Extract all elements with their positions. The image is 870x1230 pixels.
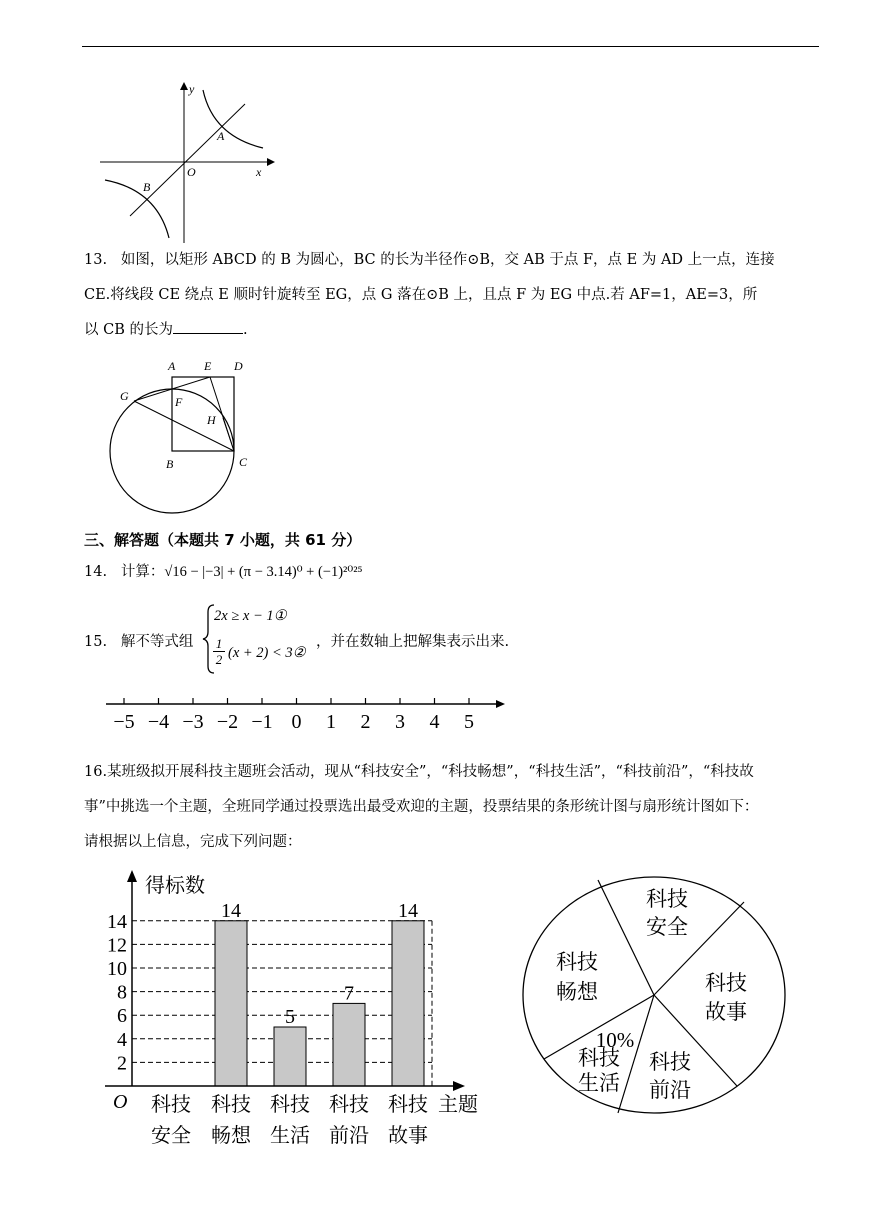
bar-y-axis-arrow-icon [127, 870, 137, 882]
origin-label: O [187, 165, 196, 179]
q14-number: 14. [84, 564, 108, 580]
segment-gc [134, 401, 234, 451]
q13-line3 [84, 319, 248, 340]
number-line-tick-label: −5 [113, 711, 135, 733]
bar-y-tick-label: 6 [117, 1005, 127, 1028]
bar-data-label: 14 [398, 899, 418, 922]
inequality-1: 2x ≥ x − 1① [214, 608, 287, 624]
q16-line1 [84, 762, 754, 782]
bar-x-axis-arrow-icon [453, 1081, 465, 1091]
pie-slice-label: 生活 [578, 1071, 620, 1095]
q16-text-2: 事”中挑选一个主题，全班同学通过投票选出最受欢迎的主题，投票结果的条形统计图与扇形统计图如下： [84, 799, 759, 815]
fraction-denominator: 2 [213, 651, 225, 667]
number-line-tick-label: −3 [182, 711, 204, 733]
bar-data-label: 14 [221, 899, 241, 922]
label-d: D [234, 359, 243, 373]
pie-slice-label: 前沿 [649, 1078, 691, 1102]
pie-slice-label: 科技 [649, 1050, 691, 1074]
number-line-tick-label: −4 [147, 711, 170, 733]
q15-suffix: ，并在数轴上把解集表示出来. [316, 634, 510, 650]
bar-origin-label: O [113, 1091, 128, 1113]
q14-prefix: 计算： [120, 564, 165, 580]
q15-number: 15. [84, 634, 108, 650]
hyperbola-figure [95, 78, 280, 246]
x-axis-arrow-icon [267, 158, 275, 166]
pie-slice-label: 科技 [578, 1046, 620, 1070]
bar-y-tick-label: 4 [117, 1028, 127, 1051]
q13-text-2: CE.将线段 CE 绕点 E 顺时针旋转至 EG，点 G 落在⊙B 上，且点 F 为 EG 中点.若 AF=1，AE=3，所 [84, 287, 758, 303]
section-3-title: 三、解答题（本题共 7 小题，共 61 分） [84, 531, 362, 549]
q13-line1 [84, 250, 775, 270]
q13-text-3: 以 CB 的长为 [84, 322, 173, 338]
bar-chart [95, 868, 495, 1153]
point-b-label: B [143, 180, 151, 194]
y-axis-label: y [189, 82, 195, 96]
inequality-2: (x + 2) < 3② [228, 645, 306, 661]
number-line-tick-label: 3 [395, 711, 405, 733]
bar [274, 1027, 306, 1086]
q15-line [84, 632, 193, 652]
number-line-tick-label: −2 [216, 711, 239, 733]
rectangle-circle-figure [100, 354, 270, 516]
y-axis-arrow-icon [180, 82, 188, 90]
fraction-half [213, 636, 225, 667]
number-line-tick-label: −1 [251, 711, 273, 733]
label-h: H [207, 413, 216, 427]
pie-slice-percent: 10% [595, 1028, 635, 1052]
label-f: F [175, 395, 183, 409]
bar-category-label: 科技 [329, 1094, 369, 1116]
pie-chart [515, 872, 795, 1122]
label-g: G [120, 389, 129, 403]
bar-category-label: 科技 [388, 1094, 428, 1116]
bar-category-label: 科技 [211, 1094, 251, 1116]
bar [392, 921, 424, 1086]
point-a-label: A [217, 129, 225, 143]
pie-slice-label: 科技 [556, 950, 598, 974]
q16-text-1: 某班级拟开展科技主题班会活动，现从“科技安全”，“科技畅想”，“科技生活”，“科技前沿”，“科技故 [107, 764, 754, 780]
number-line-tick-label: 0 [291, 711, 302, 733]
bar-category-label: 生活 [270, 1125, 310, 1147]
number-line-arrow-icon [496, 700, 505, 708]
q14-line [84, 562, 363, 582]
answer-blank[interactable] [173, 319, 243, 334]
bar-y-tick-label: 10 [107, 958, 127, 980]
bar-category-label: 科技 [270, 1094, 310, 1116]
page-header-rule [82, 46, 819, 47]
bar [333, 1003, 365, 1086]
fraction-numerator: 1 [215, 636, 223, 651]
q16-text-3: 请根据以上信息，完成下列问题： [84, 834, 302, 850]
q13-text-3-end: . [242, 322, 248, 338]
bar-x-label: 主题 [438, 1094, 478, 1116]
q16-number: 16. [84, 764, 108, 780]
label-a: A [168, 359, 176, 373]
line-ab [130, 104, 245, 216]
pie-slice-label: 畅想 [556, 980, 598, 1004]
number-line-tick-label: 2 [360, 711, 371, 733]
pie-slice-label: 故事 [705, 1000, 747, 1024]
bar-category-label: 前沿 [329, 1125, 369, 1147]
q14-expression: √16 − |−3| + (π − 3.14)⁰ + (−1)²⁰²⁵ [164, 564, 363, 580]
bar-y-tick-label: 14 [107, 910, 127, 933]
bar-category-label: 科技 [151, 1094, 191, 1116]
bar-y-tick-label: 2 [117, 1052, 127, 1075]
pie-slice-label: 科技 [705, 971, 747, 995]
bar-category-label: 故事 [388, 1125, 428, 1147]
q15-prefix: 解不等式组 [120, 634, 194, 650]
q13-number: 13. [84, 252, 108, 268]
bar [215, 921, 247, 1086]
bar-data-label: 5 [285, 1006, 295, 1028]
bar-y-label: 得标数 [145, 875, 205, 897]
bar-category-label: 安全 [151, 1125, 191, 1147]
label-c: C [239, 455, 248, 469]
pie-slice-label: 科技 [646, 887, 688, 911]
q13-text-1: 如图，以矩形 ABCD 的 B 为圆心，BC 的长为半径作⊙B，交 AB 于点 F，点 E 为 AD 上一点，连接 [120, 252, 775, 268]
bar-category-label: 畅想 [211, 1125, 251, 1147]
number-line-tick-label: 5 [464, 711, 474, 733]
pie-slice-label: 安全 [646, 915, 688, 939]
number-line-tick-label: 4 [429, 711, 440, 733]
x-axis-label: x [256, 165, 262, 179]
bar-y-tick-label: 12 [107, 934, 127, 957]
label-e: E [204, 359, 212, 373]
number-line-tick-label: 1 [326, 711, 336, 733]
bar-y-tick-label: 8 [117, 981, 127, 1004]
hyperbola-branch-upper [203, 90, 263, 148]
bar-data-label: 7 [344, 982, 354, 1005]
number-line [100, 690, 510, 740]
label-b: B [166, 457, 174, 471]
rectangle-abcd [172, 377, 234, 451]
